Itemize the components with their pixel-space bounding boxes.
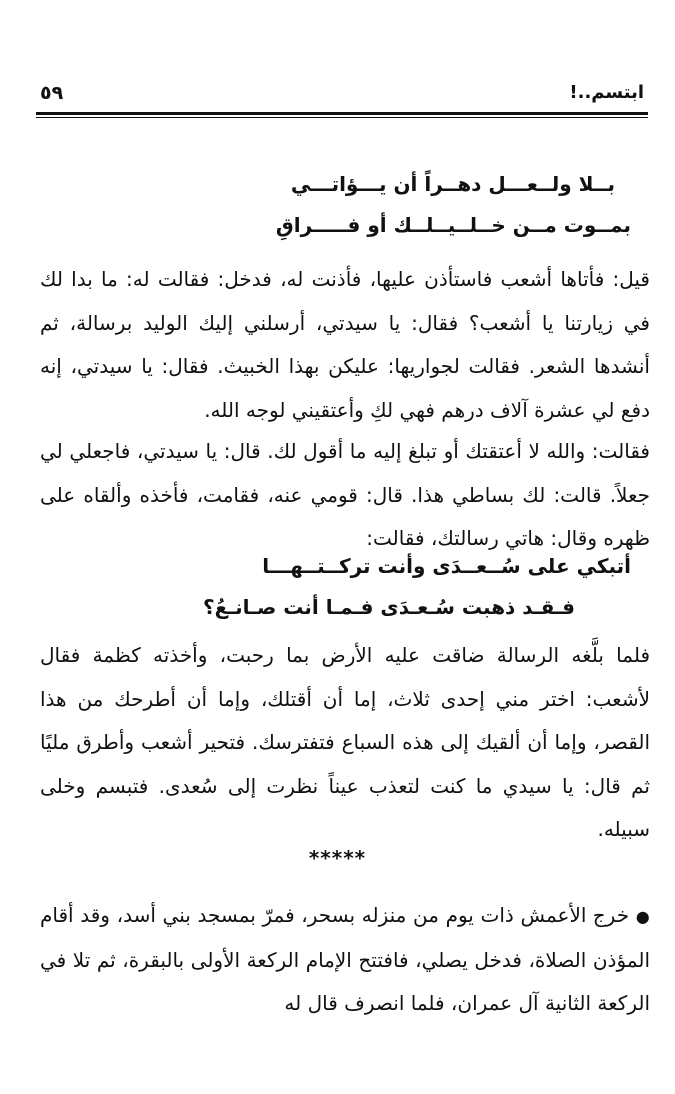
paragraph-4-text: [40, 894, 650, 1026]
verse1-line2: بمــوت مــن خــلــيــلــك أو فـــــراقِ: [275, 213, 631, 237]
paragraph-3: [40, 634, 650, 852]
header-rule-thin: [36, 117, 648, 118]
header-rule: [36, 112, 648, 115]
page-number: ٥٩: [40, 82, 64, 104]
paragraph-4-body: خرج الأعمش ذات يوم من منزله بسحر، فمرّ بمسجد بني أسد، وقد أقام المؤذن الصلاة، فدخل يصلي، فافتتح الإمام الركعة الأولى بالبقرة، ثم تلا في الركعة الثانية آل عمران، فلما انصرف قال له: [40, 903, 650, 1015]
section-separator: *****: [308, 846, 367, 870]
paragraph-1-text: قيل: فأتاها أشعب فاستأذن عليها، فأذنت له، فدخل: فقالت له: ما بدا لك في زيارتنا يا أشعب؟ فقال: يا سيدتي، أرسلني إليك الوليد برسالة، ثم أنشدها الشعر. فقالت لجواريها: عليكن بهذا الخبيث. فقال: يا سيدتي، إنه دفع لي عشرة آلاف درهم فهي لكِ وأعتقيني لوجه الله.: [40, 267, 650, 422]
verse2-line1: أتبكي على سُــعــدَى وأنت تركــتــهـــا: [262, 554, 631, 578]
paragraph-3-text: فلما بلَّغه الرسالة ضاقت عليه الأرض بما رحبت، وأخذته كظمة فقال لأشعب: اختر مني إحدى ثلاث، إما أن أقتلك، وإما أن أطرحك من هذا القصر، وإما أن ألقيك إلى هذه السباع فتفترسك. فتحير أشعب وأطرق مليًا ثم قال: يا سيدي ما كنت لتعذب عيناً نظرت إلى سُعدى. فتبسم وخلى سبيله.: [40, 643, 650, 841]
paragraph-4: [40, 894, 650, 1068]
paragraph-2-text: فقالت: والله لا أعتقتك أو تبلغ إليه ما أقول لك. قال: يا سيدتي، فاجعلي لي جعلاً. قالت: لك بساطي هذا. قال: قومي عنه، فقامت، فأخذه وألقاه على ظهره وقال: هاتي رسالتك، فقالت:: [40, 439, 650, 550]
verse2-line2: فـقـد ذهبت سُـعـدَى فـمـا أنت صـانـعُ؟: [202, 595, 575, 619]
bullet-icon: ●: [635, 907, 650, 926]
verse1-line1: بــلا ولــعـــل دهــراً أن يـــؤاتـــي: [290, 172, 615, 196]
paragraph-2: [40, 430, 650, 561]
page-header: [36, 82, 648, 116]
paragraph-1: [40, 258, 650, 432]
running-title: ابتسم..!: [569, 82, 644, 103]
